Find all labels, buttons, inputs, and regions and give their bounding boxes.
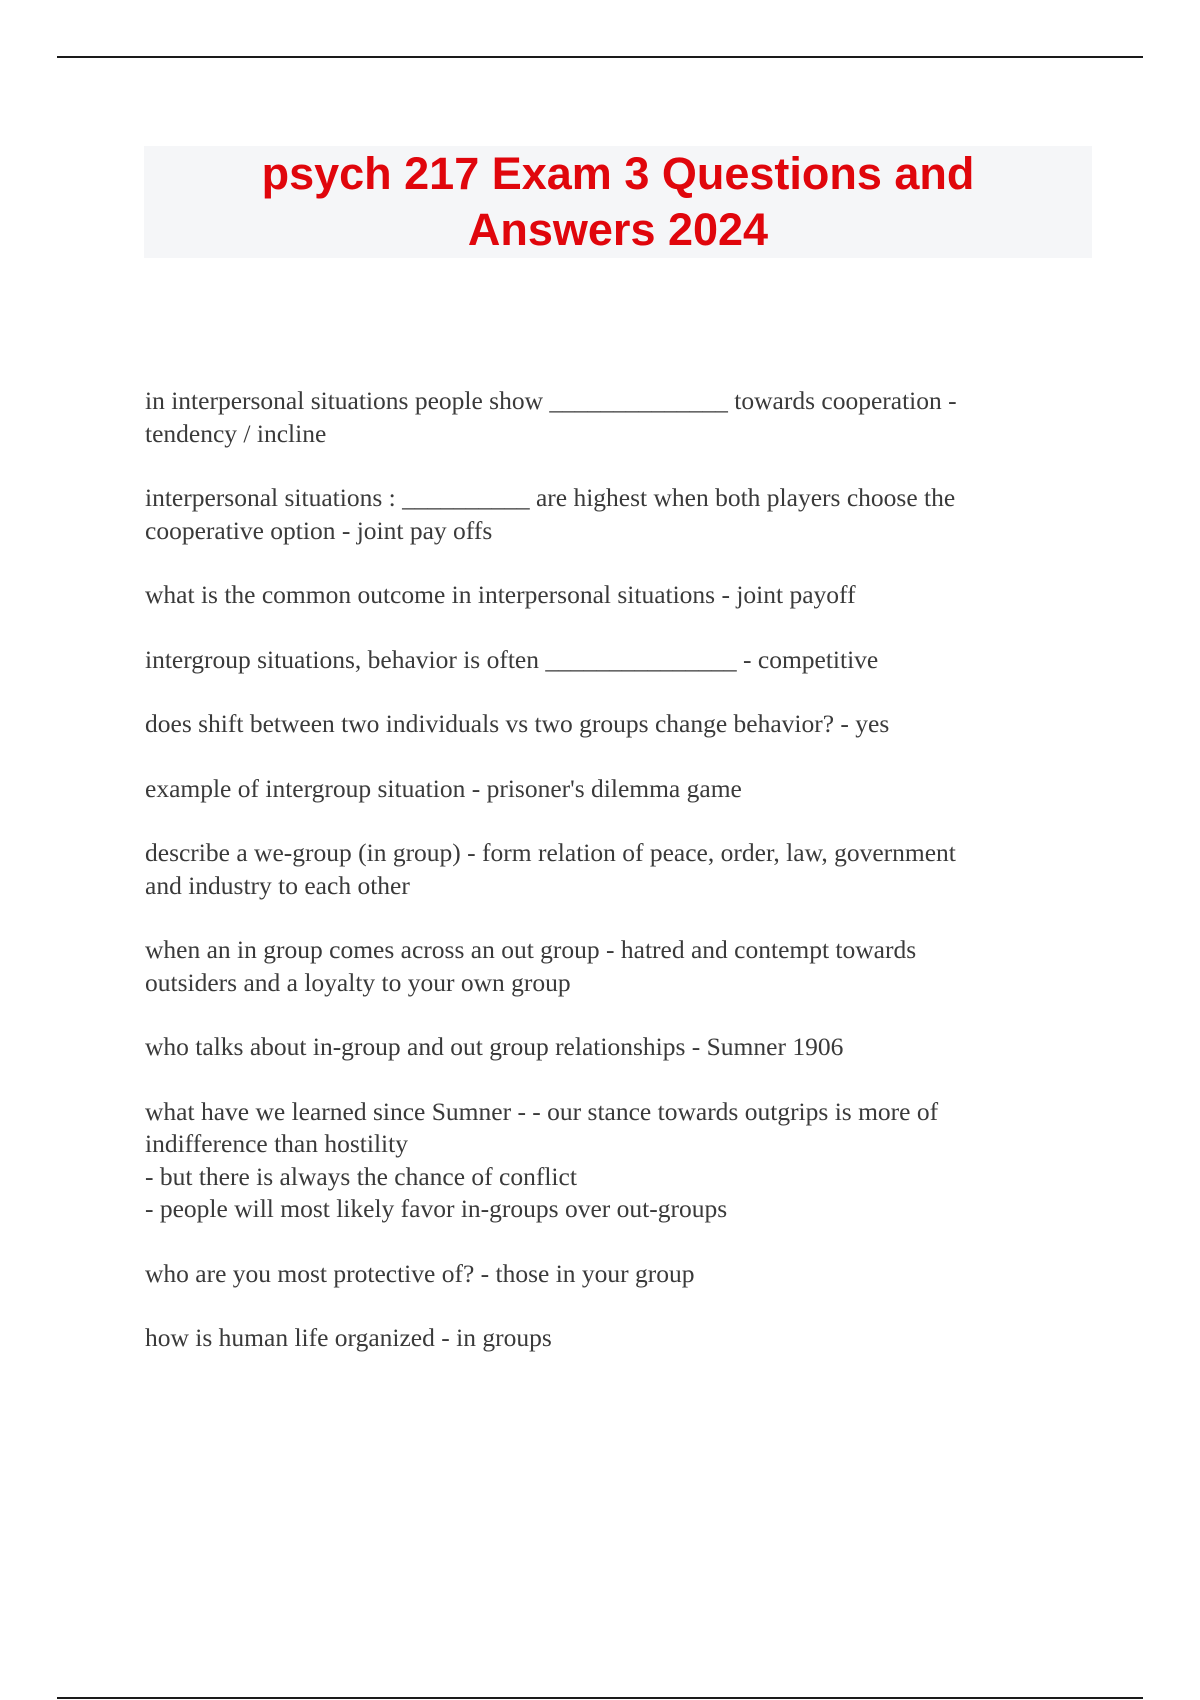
qa-line: indifference than hostility bbox=[145, 1129, 408, 1158]
qa-line: what have we learned since Sumner - - our stance towards outgrips is more of bbox=[145, 1096, 939, 1126]
qa-line: who talks about in-group and out group relationships - Sumner 1906 bbox=[145, 1032, 844, 1061]
qa-line: interpersonal situations : __________ are highest when both players choose the bbox=[145, 483, 956, 512]
document-title: psych 217 Exam 3 Questions and Answers 2024 bbox=[261, 148, 975, 255]
qa-entry bbox=[145, 1031, 1075, 1064]
qa-entry bbox=[145, 482, 1075, 547]
qa-line: outsiders and a loyalty to your own group bbox=[145, 967, 571, 997]
qa-entry bbox=[145, 1258, 1075, 1291]
qa-line: when an in group comes across an out group - hatred and contempt towards bbox=[145, 935, 917, 964]
qa-line: who are you most protective of? - those in your group bbox=[145, 1258, 695, 1288]
qa-entry bbox=[145, 837, 1075, 902]
qa-line: in interpersonal situations people show ______________ towards cooperation - bbox=[145, 386, 957, 415]
qa-line: intergroup situations, behavior is often _______________ - competitive bbox=[145, 644, 879, 674]
qa-line: and industry to each other bbox=[145, 870, 410, 900]
bottom-rule bbox=[57, 1697, 1143, 1699]
qa-entry bbox=[145, 385, 1075, 450]
qa-line: - people will most likely favor in-groups over out-groups bbox=[145, 1194, 728, 1223]
qa-entry bbox=[145, 579, 1075, 612]
qa-entry bbox=[145, 644, 1075, 677]
qa-line: - but there is always the chance of conflict bbox=[145, 1161, 577, 1191]
qa-entry bbox=[145, 708, 1075, 741]
qa-list bbox=[145, 385, 1075, 1387]
qa-line: example of intergroup situation - prisoner's dilemma game bbox=[145, 773, 742, 803]
qa-entry bbox=[145, 934, 1075, 999]
qa-entry bbox=[145, 1322, 1075, 1355]
qa-line: how is human life organized - in groups bbox=[145, 1323, 552, 1352]
qa-line: describe a we-group (in group) - form relation of peace, order, law, government bbox=[145, 838, 956, 867]
qa-entry bbox=[145, 773, 1075, 806]
qa-line: cooperative option - joint pay offs bbox=[145, 515, 493, 545]
qa-line: what is the common outcome in interpersonal situations - joint payoff bbox=[145, 580, 856, 609]
qa-line: does shift between two individuals vs two groups change behavior? - yes bbox=[145, 709, 890, 738]
top-rule bbox=[57, 56, 1143, 58]
title-banner bbox=[144, 146, 1092, 258]
qa-line: tendency / incline bbox=[145, 418, 327, 448]
qa-entry bbox=[145, 1096, 1075, 1226]
